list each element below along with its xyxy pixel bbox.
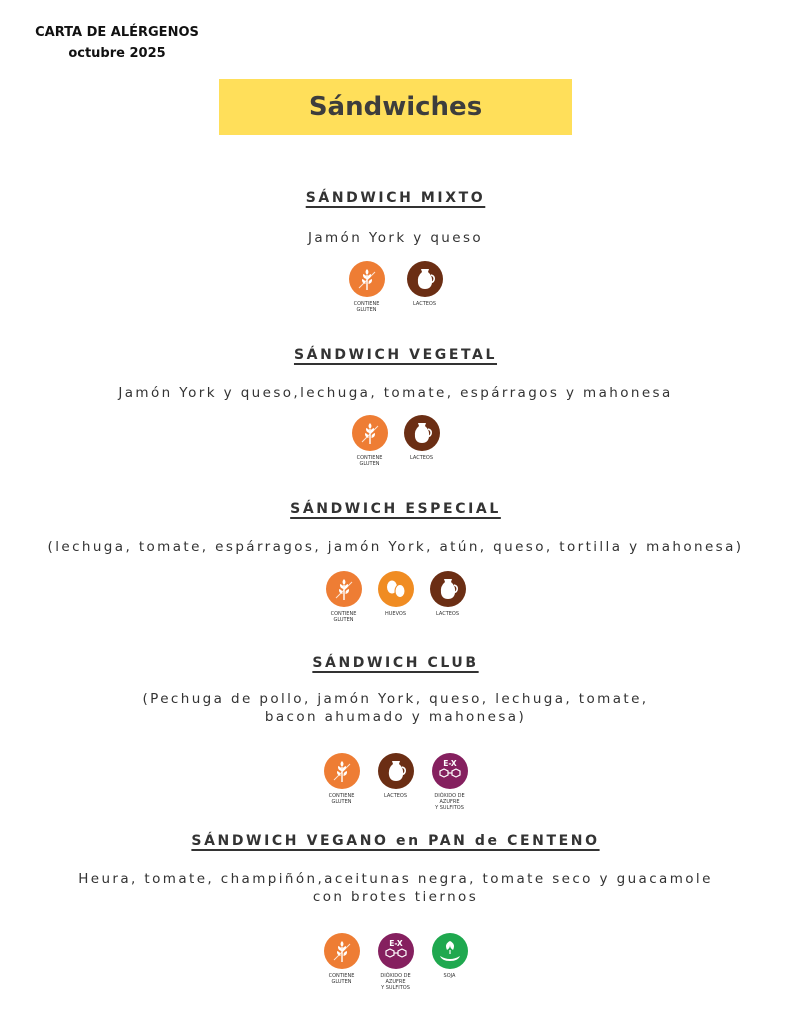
allergen-lacteos: LACTEOS	[430, 571, 466, 623]
allergen-sulfitos: E-X DIÓXIDO DE AZUFRE Y SULFITOS	[373, 933, 419, 991]
svg-text:E-X: E-X	[442, 759, 457, 768]
allergen-lacteos: LACTEOS	[407, 261, 443, 313]
wheat-icon	[349, 261, 385, 297]
header-title: CARTA DE ALÉRGENOS	[35, 25, 199, 40]
item-title-vegano: SÁNDWICH VEGANO en PAN de CENTENO	[191, 833, 600, 849]
item-title-mixto: SÁNDWICH MIXTO	[305, 190, 486, 206]
item-desc-mixto: Jamón York y queso	[307, 230, 484, 246]
milk-jug-icon	[378, 753, 414, 789]
soy-leaf-icon	[432, 933, 468, 969]
allergen-row-vegetal	[0, 415, 791, 467]
milk-jug-icon	[404, 415, 440, 451]
wheat-icon	[326, 571, 362, 607]
allergen-row-club	[0, 753, 791, 811]
item-desc-especial: (lechuga, tomate, espárragos, jamón York, atún, queso, tortilla y mahonesa)	[47, 539, 744, 555]
milk-jug-icon	[407, 261, 443, 297]
sulfites-molecule-icon	[378, 933, 414, 969]
item-title-especial: SÁNDWICH ESPECIAL	[290, 501, 501, 517]
item-desc-club: (Pechuga de pollo, jamón York, queso, lechuga, tomate, bacon ahumado y mahonesa)	[142, 691, 649, 725]
item-title-vegetal: SÁNDWICH VEGETAL	[293, 347, 498, 363]
allergen-huevos: HUEVOS	[378, 571, 414, 623]
item-desc-vegano: Heura, tomate, champiñón,aceitunas negra, tomate seco y guacamole con brotes tiernos	[78, 871, 713, 905]
allergen-lacteos: LACTEOS	[404, 415, 440, 467]
allergen-gluten: CONTIENE GLUTEN	[321, 753, 363, 811]
allergen-soja: SOJA	[427, 933, 473, 991]
allergen-row-especial	[0, 571, 791, 623]
eggs-icon	[378, 571, 414, 607]
header-date: octubre 2025	[68, 46, 166, 61]
sulfites-molecule-icon	[432, 753, 468, 789]
wheat-icon	[324, 933, 360, 969]
milk-jug-icon	[430, 571, 466, 607]
item-desc-vegetal: Jamón York y queso,lechuga, tomate, espárragos y mahonesa	[118, 385, 673, 401]
item-title-club: SÁNDWICH CLUB	[312, 655, 479, 671]
section-banner: Sándwiches	[219, 79, 572, 135]
wheat-icon	[352, 415, 388, 451]
allergen-gluten: CONTIENE GLUTEN	[349, 261, 385, 313]
allergen-lacteos: LACTEOS	[375, 753, 417, 811]
allergen-gluten: CONTIENE GLUTEN	[319, 933, 365, 991]
allergen-sulfitos: E-X DIÓXIDO DE AZUFRE Y SULFITOS	[429, 753, 471, 811]
document-header	[32, 22, 202, 64]
svg-text:E-X: E-X	[388, 939, 403, 948]
allergen-gluten: CONTIENE GLUTEN	[326, 571, 362, 623]
allergen-row-vegano	[0, 933, 791, 991]
wheat-icon	[324, 753, 360, 789]
allergen-row-mixto	[0, 261, 791, 313]
allergen-gluten: CONTIENE GLUTEN	[352, 415, 388, 467]
